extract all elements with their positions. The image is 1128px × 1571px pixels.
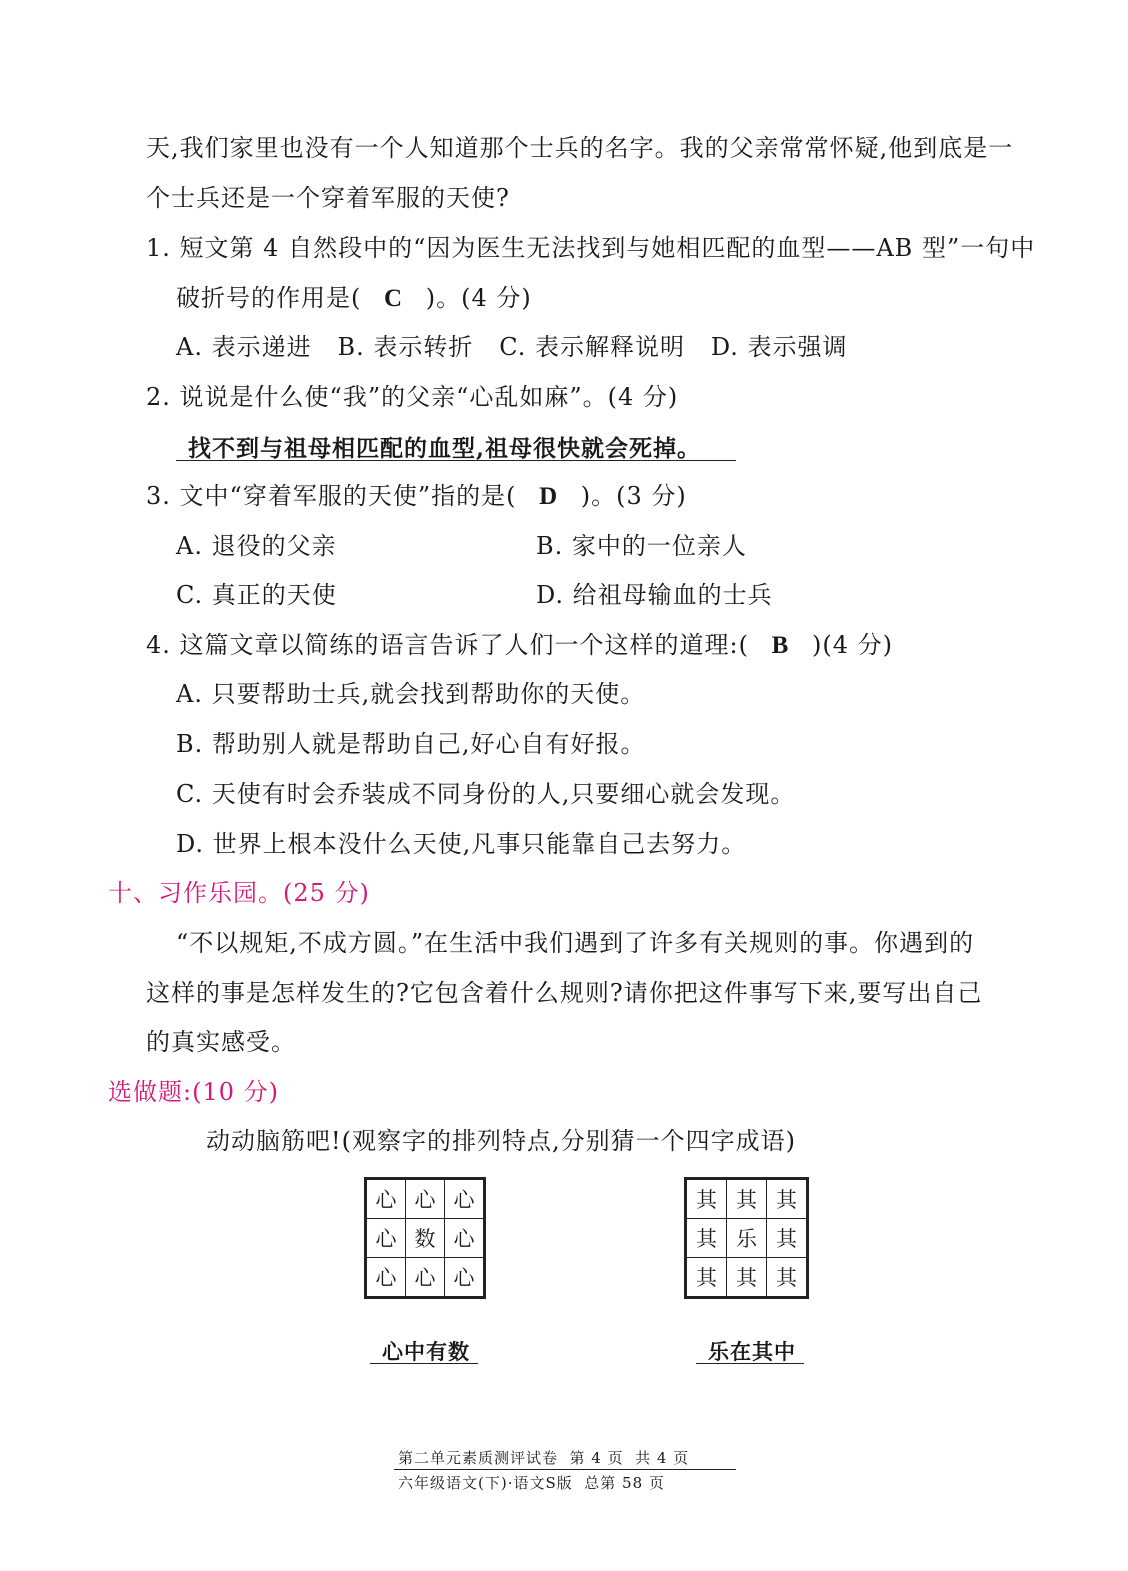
q2-answer-underline <box>176 460 736 461</box>
q1-text-pre: 破折号的作用是( <box>176 284 362 312</box>
q1-text-post: )。(4 分) <box>425 284 532 312</box>
idiom-grid-2 <box>684 1177 809 1299</box>
section-10-title: 十、习作乐园。 <box>108 879 283 907</box>
q2-answer: 找不到与祖母相匹配的血型,祖母很快就会死掉。 <box>188 435 702 462</box>
q3-line <box>146 481 687 512</box>
q3-number: 3. <box>146 482 171 510</box>
footer-line-1: 第二单元素质测评试卷 第 4 页 共 4 页 <box>398 1449 690 1467</box>
q4-option-d: D. 世界上根本没什么天使,凡事只能靠自己去努力。 <box>176 830 747 858</box>
passage-line-1: 天,我们家里也没有一个人知道那个士兵的名字。我的父亲常常怀疑,他到底是一 <box>146 134 1014 162</box>
q3-option-a: A. 退役的父亲 <box>176 532 337 560</box>
grid-1-cell: 心 <box>445 1219 485 1258</box>
passage-line-2: 个士兵还是一个穿着军服的天使? <box>146 184 510 212</box>
q1-line-1 <box>146 233 1035 263</box>
q1-line-2 <box>176 283 532 314</box>
q4-line <box>146 630 893 661</box>
grid-1-cell: 心 <box>406 1258 445 1298</box>
q4-number: 4. <box>146 631 171 659</box>
q3-option-c: C. 真正的天使 <box>176 581 337 609</box>
optional-score: (10 分) <box>192 1078 279 1106</box>
q2-text: 说说是什么使“我”的父亲“心乱如麻”。(4 分) <box>179 383 679 411</box>
q3-text-post: )。(3 分) <box>580 482 687 510</box>
grid-2-cell: 其 <box>767 1219 808 1258</box>
grid-1-cell: 心 <box>366 1179 406 1219</box>
idiom-answer-2-underline <box>696 1363 804 1364</box>
q2-number: 2. <box>146 383 171 411</box>
q4-option-c: C. 天使有时会乔装成不同身份的人,只要细心就会发现。 <box>176 780 796 808</box>
grid-1-cell: 心 <box>445 1179 485 1219</box>
q3-answer: D <box>539 483 559 510</box>
q2-line <box>146 382 678 412</box>
q4-option-b: B. 帮助别人就是帮助自己,好心自有好报。 <box>176 730 646 758</box>
grid-2-cell: 乐 <box>727 1219 767 1258</box>
q4-answer: B <box>771 632 790 659</box>
q4-text-post: )(4 分) <box>811 631 893 659</box>
idiom-answer-1-underline <box>370 1363 478 1364</box>
optional-title: 选做题: <box>108 1078 193 1106</box>
section-10-score: (25 分) <box>283 879 370 907</box>
idiom-answer-2: 乐在其中 <box>708 1339 796 1364</box>
optional-prompt: 动动脑筋吧!(观察字的排列特点,分别猜一个四字成语) <box>206 1127 796 1155</box>
grid-1-cell: 心 <box>366 1258 406 1298</box>
q3-option-d: D. 给祖母输血的士兵 <box>536 581 773 609</box>
q4-text-pre: 这篇文章以简练的语言告诉了人们一个这样的道理:( <box>179 631 749 659</box>
q1-number: 1. <box>146 234 171 262</box>
q1-answer: C <box>384 285 404 312</box>
grid-2-cell: 其 <box>767 1179 808 1219</box>
grid-2-cell: 其 <box>686 1258 727 1298</box>
section-10-line-3: 的真实感受。 <box>146 1028 296 1056</box>
q3-text-pre: 文中“穿着军服的天使”指的是( <box>179 482 517 510</box>
section-10-heading <box>108 878 370 908</box>
q3-option-b: B. 家中的一位亲人 <box>536 532 747 560</box>
grid-1-cell: 心 <box>445 1258 485 1298</box>
idiom-grid-1 <box>364 1177 486 1299</box>
grid-2-cell: 其 <box>727 1258 767 1298</box>
grid-2-cell: 其 <box>686 1179 727 1219</box>
q1-text: 短文第 4 自然段中的“因为医生无法找到与她相匹配的血型——AB 型”一句中 <box>179 234 1036 262</box>
grid-2-cell: 其 <box>727 1179 767 1219</box>
grid-2-cell: 其 <box>767 1258 808 1298</box>
section-10-line-2: 这样的事是怎样发生的?它包含着什么规则?请你把这件事写下来,要写出自己 <box>146 979 983 1007</box>
q4-option-a: A. 只要帮助士兵,就会找到帮助你的天使。 <box>176 680 646 708</box>
grid-1-cell: 心 <box>366 1219 406 1258</box>
grid-2-cell: 其 <box>686 1219 727 1258</box>
footer-divider <box>394 1469 736 1470</box>
q1-options: A. 表示递进 B. 表示转折 C. 表示解释说明 D. 表示强调 <box>176 333 848 361</box>
footer-line-2: 六年级语文(下)·语文S版 总第 58 页 <box>398 1474 665 1492</box>
grid-1-cell: 心 <box>406 1179 445 1219</box>
grid-1-cell: 数 <box>406 1219 445 1258</box>
idiom-answer-1: 心中有数 <box>382 1339 470 1364</box>
section-10-line-1: “不以规矩,不成方圆。”在生活中我们遇到了许多有关规则的事。你遇到的 <box>176 929 975 957</box>
optional-heading <box>108 1077 279 1107</box>
